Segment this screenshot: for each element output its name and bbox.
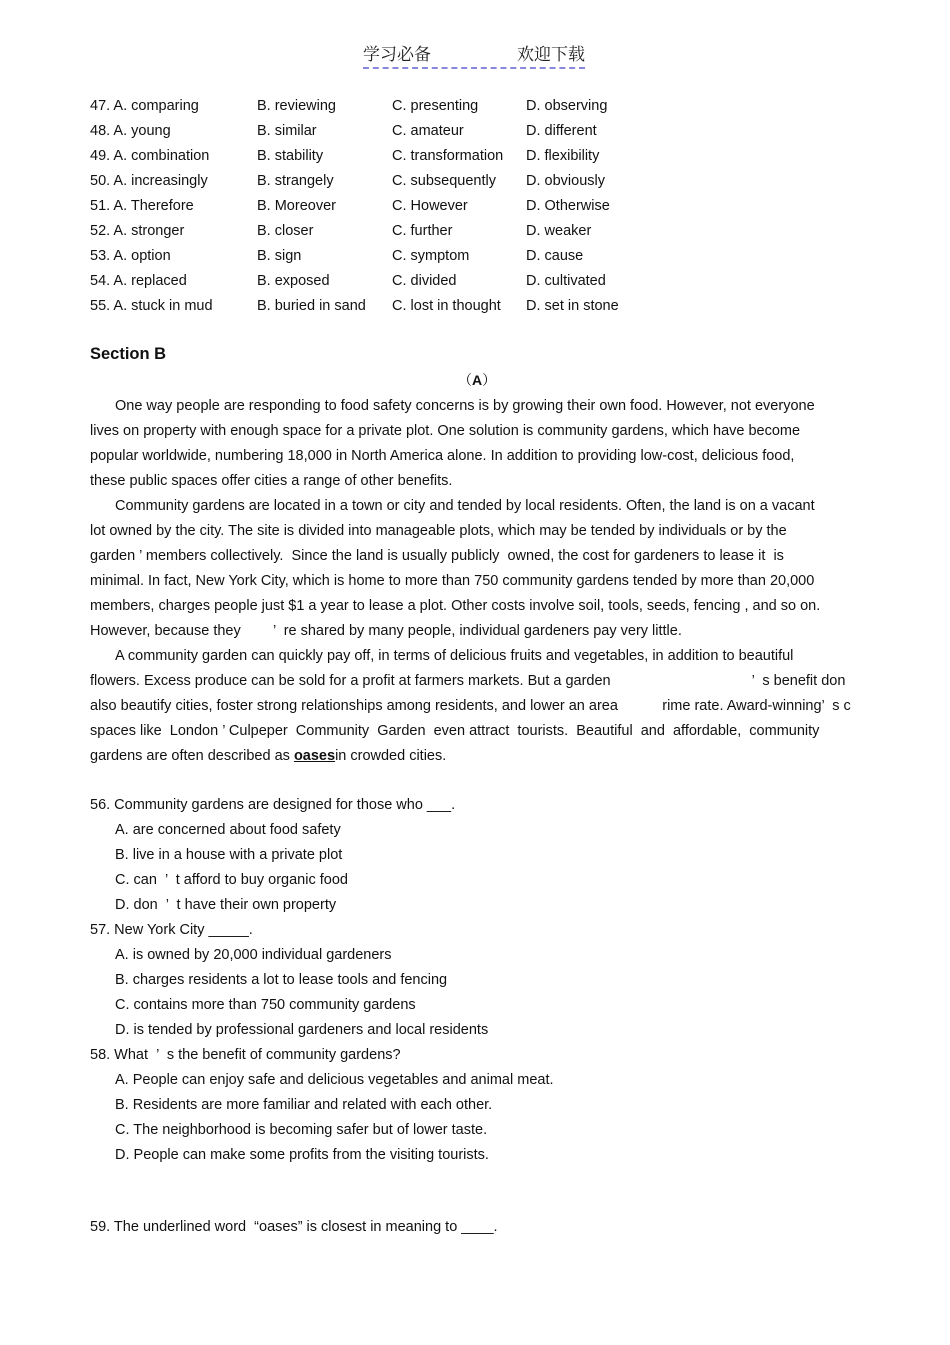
question-number: 55. bbox=[90, 298, 111, 314]
option-c: C. further bbox=[392, 223, 453, 239]
answer-option: B. live in a house with a private plot bbox=[115, 847, 343, 863]
option-row bbox=[90, 246, 646, 271]
passage-label bbox=[458, 370, 496, 390]
vocab-options-table bbox=[90, 96, 646, 321]
question-number: 54. bbox=[90, 273, 111, 289]
answer-option: A. is owned by 20,000 individual gardeners bbox=[115, 947, 392, 963]
passage-letter: A bbox=[472, 372, 483, 388]
section-title: Section B bbox=[90, 345, 167, 363]
option-c: C. However bbox=[392, 198, 468, 214]
passage-line: lives on property with enough space for a private plot. One solution is community gardens, which have become bbox=[90, 423, 801, 439]
option-a: A. replaced bbox=[113, 273, 187, 289]
answer-option: D. don ’ t have their own property bbox=[115, 897, 337, 913]
answer-option: C. The neighborhood is becoming safer but of lower taste. bbox=[115, 1122, 488, 1138]
option-a: A. option bbox=[113, 248, 171, 264]
option-row bbox=[90, 146, 646, 171]
option-c: C. lost in thought bbox=[392, 298, 501, 314]
underlined-word: oases bbox=[293, 748, 336, 764]
option-d: D. observing bbox=[526, 98, 608, 114]
option-a: A. young bbox=[113, 123, 171, 139]
option-a: A. stronger bbox=[113, 223, 185, 239]
option-row bbox=[90, 196, 646, 221]
question-number: 47. bbox=[90, 98, 111, 114]
passage-line: minimal. In fact, New York City, which is home to more than 750 community gardens tended by more than 20,000 bbox=[90, 573, 815, 589]
option-b: B. Moreover bbox=[257, 198, 336, 214]
question-number: 48. bbox=[90, 123, 111, 139]
option-a: A. stuck in mud bbox=[113, 298, 213, 314]
option-row bbox=[90, 171, 646, 196]
passage-line: However, because they ’ re shared by many people, individual gardeners pay very little. bbox=[90, 623, 682, 639]
option-row bbox=[90, 121, 646, 146]
passage-line: A community garden can quickly pay off, in terms of delicious fruits and vegetables, in addition to beautiful bbox=[115, 648, 794, 664]
option-d: D. weaker bbox=[526, 223, 592, 239]
answer-option: B. Residents are more familiar and related with each other. bbox=[115, 1097, 493, 1113]
option-d: D. Otherwise bbox=[526, 198, 610, 214]
option-d: D. cultivated bbox=[526, 273, 606, 289]
option-b: B. exposed bbox=[257, 273, 330, 289]
option-b: B. reviewing bbox=[257, 98, 336, 114]
option-b: B. stability bbox=[257, 148, 324, 164]
passage-line: flowers. Excess produce can be sold for a profit at farmers markets. But a garden ’ s benefit don bbox=[90, 673, 846, 689]
option-b: B. buried in sand bbox=[257, 298, 366, 314]
header-left-text: 学习必备 bbox=[363, 45, 431, 65]
option-c: C. divided bbox=[392, 273, 457, 289]
question-number: 49. bbox=[90, 148, 111, 164]
passage-line: these public spaces offer cities a range of other benefits. bbox=[90, 473, 453, 489]
option-row bbox=[90, 96, 646, 121]
option-c: C. presenting bbox=[392, 98, 479, 114]
passage-line: garden ’ members collectively. Since the land is usually publicly owned, the cost for gardeners to lease it is bbox=[90, 548, 784, 564]
question-stem: 56. Community gardens are designed for those who ___. bbox=[90, 797, 456, 813]
question-stem: 57. New York City _____. bbox=[90, 922, 253, 938]
answer-option: C. contains more than 750 community gardens bbox=[115, 997, 416, 1013]
paren-close: ） bbox=[482, 372, 497, 388]
option-d: D. flexibility bbox=[526, 148, 600, 164]
answer-option: D. is tended by professional gardeners and local residents bbox=[115, 1022, 489, 1038]
option-c: C. amateur bbox=[392, 123, 464, 139]
option-c: C. subsequently bbox=[392, 173, 496, 189]
question-number: 51. bbox=[90, 198, 111, 214]
question-number: 50. bbox=[90, 173, 111, 189]
passage-line: popular worldwide, numbering 18,000 in North America alone. In addition to providing low-cost, delicious food, bbox=[90, 448, 795, 464]
text-before-underline: gardens are often described as bbox=[90, 748, 294, 764]
paren-open: （ bbox=[458, 372, 472, 388]
question-stem: 58. What ’ s the benefit of community gardens? bbox=[90, 1047, 401, 1063]
option-b: B. strangely bbox=[257, 173, 334, 189]
option-b: B. closer bbox=[257, 223, 314, 239]
page-header bbox=[363, 40, 585, 69]
answer-option: D. People can make some profits from the visiting tourists. bbox=[115, 1147, 489, 1163]
option-a: A. combination bbox=[113, 148, 210, 164]
option-a: A. comparing bbox=[113, 98, 199, 114]
option-d: D. set in stone bbox=[526, 298, 619, 314]
option-c: C. transformation bbox=[392, 148, 504, 164]
passage-line: members, charges people just $1 a year to lease a plot. Other costs involve soil, tools, seeds, fencing , and so on. bbox=[90, 598, 821, 614]
passage-line: Community gardens are located in a town or city and tended by local residents. Often, the land is on a vacant bbox=[115, 498, 815, 514]
option-row bbox=[90, 271, 646, 296]
question-stem-59: 59. The underlined word “oases” is closest in meaning to ____. bbox=[90, 1219, 498, 1235]
answer-option: B. charges residents a lot to lease tools and fencing bbox=[115, 972, 448, 988]
question-number: 53. bbox=[90, 248, 111, 264]
option-row bbox=[90, 221, 646, 246]
passage-line bbox=[90, 746, 950, 771]
passage-line: also beautify cities, foster strong relationships among residents, and lower an area rime rate. Award-winning’ s c bbox=[90, 698, 851, 714]
option-a: A. Therefore bbox=[113, 198, 194, 214]
passage-line: One way people are responding to food safety concerns is by growing their own food. However, not everyone bbox=[115, 398, 815, 414]
option-a: A. increasingly bbox=[113, 173, 208, 189]
option-d: D. cause bbox=[526, 248, 584, 264]
header-right-text: 欢迎下载 bbox=[517, 45, 585, 65]
option-d: D. different bbox=[526, 123, 597, 139]
option-c: C. symptom bbox=[392, 248, 470, 264]
passage-line: spaces like London ’ Culpeper Community Garden even attract tourists. Beautiful and affordable, community bbox=[90, 723, 820, 739]
option-b: B. similar bbox=[257, 123, 317, 139]
answer-option: A. People can enjoy safe and delicious vegetables and animal meat. bbox=[115, 1072, 554, 1088]
option-row bbox=[90, 296, 646, 321]
text-after-underline: in crowded cities. bbox=[335, 748, 447, 764]
question-number: 52. bbox=[90, 223, 111, 239]
answer-option: A. are concerned about food safety bbox=[115, 822, 341, 838]
option-d: D. obviously bbox=[526, 173, 605, 189]
comprehension-questions bbox=[90, 795, 554, 1170]
passage-line: lot owned by the city. The site is divided into manageable plots, which may be tended by individuals or by the bbox=[90, 523, 787, 539]
reading-passage bbox=[90, 396, 950, 771]
option-b: B. sign bbox=[257, 248, 302, 264]
answer-option: C. can ’ t afford to buy organic food bbox=[115, 872, 348, 888]
